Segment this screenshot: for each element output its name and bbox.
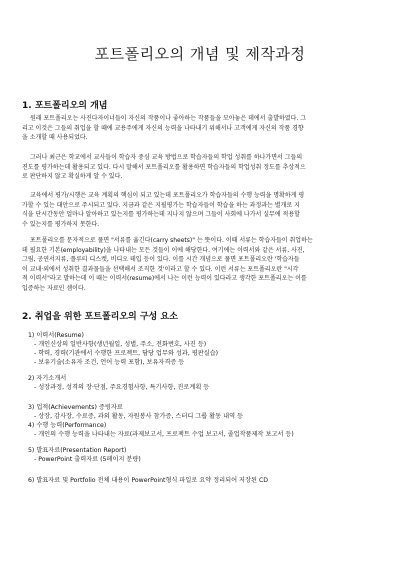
- text-line: 포트폴리오를 문자적으로 풀면 "서류를 옮긴다(carry sheets)" 는 뜻이다. 이때 서류는 학습자들이 취업하는: [30, 237, 313, 244]
- list-item-resume: [28, 331, 218, 367]
- list-item-title: 3) 업적(Achievements) 증빙자료: [28, 404, 123, 411]
- text-line: 리고 이것은 그들의 취업을 할 때에 교용주에게 자신의 능력을 나타내기 위해서나 고객에게 자신의 작품 경향: [22, 124, 304, 132]
- list-item-detail: - 학력, 경력(기관에서 수행한 프로젝트, 담당 업무와 성과, 평판실습): [34, 350, 219, 357]
- list-item-title: 2) 자기소개서: [28, 375, 67, 382]
- text-line: 식을 단시간동안 얼마나 알아하고 있는지를 평가하는데 지나지 않으며 그들이 사회에 나가서 실무에 적용할: [22, 211, 300, 219]
- list-item-detail: - 보유기술(소유자 조건, 언어 능력 포함), 보유자격증 등: [34, 359, 185, 366]
- list-item-cd: [28, 476, 268, 485]
- text-line: 을 소개할 때 사용되었다.: [22, 134, 88, 142]
- text-line: 수 있는지를 평가하지 못한다.: [22, 220, 100, 228]
- text-line: 진도를 평가하는데 활용되고 있다. 다시 말해서 포트폴리오를 활용하면 학습자들의 학업성취 정도를 추상적으: [22, 163, 306, 171]
- text-line: 로 판단하지 않고 확실하게 알 수 있다.: [22, 173, 123, 181]
- paragraph-origin: [22, 114, 378, 143]
- text-line: 이 교내·외에서 성취한 결과물들을 선택해서 조직한 것'이라고 할 수 있다. 이런 서류는 포트폴리오란 "시각: [22, 265, 299, 273]
- text-line: 그림, 공연서지류, 플루티 디스켓, 비디오 테입 등이 있다. 이를 시간 개념으로 풀면 포트폴리오란 '학습자들: [22, 256, 300, 264]
- text-line: 교육에서 평가/시행은 교육 계획의 핵심이 되고 있는데 포트폴리오가 학습자들의 수행 능력을 명확하게 평: [30, 192, 305, 199]
- text-line: 입증하는 자료인 셈이다.: [22, 284, 86, 292]
- list-item-detail: - 개인신상의 일반사항(생년월일, 성별, 주소, 전화번호, 사진 등): [34, 341, 207, 348]
- text-line: 적 이력서"라고 말하는데 이 때는 이력서(resume)에서 나는 이런 능력이 있다라고 생각한 포트폴리오는 이를: [22, 275, 307, 283]
- list-item-title: 4) 수행 능력(Performance): [28, 422, 107, 429]
- list-item-detail: - 상장, 감사장, 수료증, 과외 활동, 자원봉사 참가증, 스터디 그룹 활동 내역 등: [34, 413, 244, 420]
- section-heading-components: 2. 취업을 위한 포트폴리오의 구성 요소: [22, 312, 178, 322]
- list-item-self-intro: [28, 374, 209, 392]
- list-item-title: 6) 발표자료 및 Portfolio 전체 내용이 PowerPoint형식 파일로 요약 정리되어 저장된 CD: [28, 477, 269, 484]
- section-heading-concept: 1. 포트폴리오의 개념: [22, 101, 108, 111]
- list-item-title: 1) 이력서(Resume): [28, 332, 84, 339]
- list-item-detail: - 성장과정, 성격의 장·단점, 주요경험사항, 특기사항, 진로계획 등: [34, 384, 210, 391]
- list-item-title: 5) 발표자료(Presentation Report): [28, 447, 127, 454]
- paragraph-school-use: [22, 153, 378, 182]
- text-line: 데 필요한 기본(employability)을 나타내는 모든 것들이 이에 해당한다. 여기에는 이력서와 같은 서류, 사진,: [22, 246, 305, 254]
- paragraph-evaluation: [22, 191, 378, 229]
- text-line: 원래 포트폴리오는 사진다자이너들이 자신의 작품이나 좋아하는 작품들을 모아놓은 데에서 출발하였다. 그: [30, 115, 307, 122]
- text-line: 가할 수 있는 대안으로 주시되고 있다. 지금과 같은 지필평가는 학습자들이 학습을 하는 과정과는 별개로 지: [22, 201, 300, 209]
- document-title: 포트폴리오의 개념 및 제작과정: [94, 45, 306, 63]
- list-item-detail: - 개인의 수행 능력을 나타내는 자료(과제보고서, 프로젝트 수업 보고서, 졸업작품제작 보고서 등): [34, 431, 294, 438]
- paragraph-definition: [22, 236, 378, 294]
- list-item-presentation: [28, 446, 141, 464]
- list-item-detail: - PowerPoint 출력자료 (5페이지 분량): [34, 456, 141, 463]
- list-item-achievements: [28, 403, 294, 439]
- text-line: 그러나 최근은 학교에서 교사들이 학습자 중심 교육 방법으로 학습자들의 학업 성취를 하나가면서 그들의: [30, 154, 303, 161]
